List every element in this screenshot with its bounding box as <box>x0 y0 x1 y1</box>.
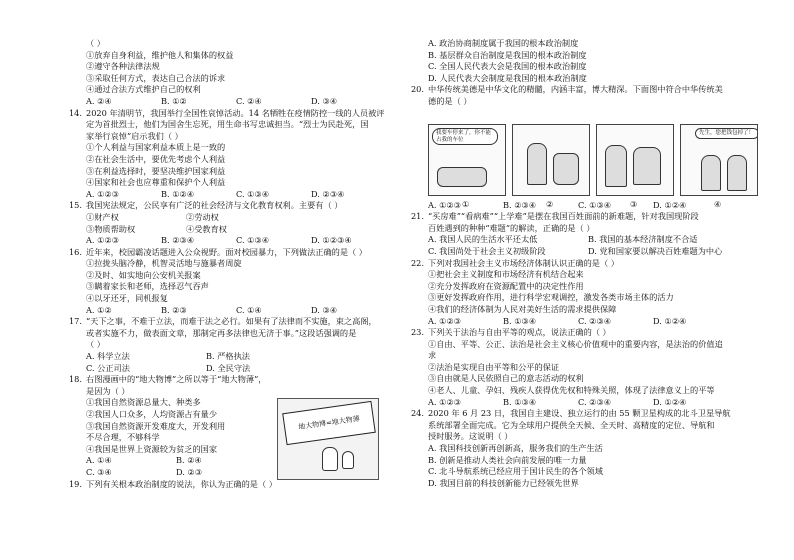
question-24-stem-line: 系统部署全面完成。它为全球用户提供全天候、全天时、高精度的定位、导航和 <box>428 419 715 430</box>
person-illustration <box>727 155 747 191</box>
option[interactable]: A. ①② <box>86 304 112 315</box>
question-17-stem-line: （ ） <box>86 339 105 350</box>
question-22-options <box>402 316 752 328</box>
option[interactable]: C. ③④ <box>86 466 112 477</box>
comic-panel-4 <box>680 124 758 196</box>
option[interactable]: B. 我国的基本经济制度不合适 <box>588 234 698 245</box>
question-20-stem: 20. 中华传统美德是中华文化的精髓，内涵丰富，博大精深。下面图中符合中华传统美 <box>402 84 752 96</box>
option[interactable]: A. 我国人民的生活水平还太低 <box>428 234 538 245</box>
question-number: 15. <box>68 200 82 211</box>
comic-panel-3 <box>596 124 674 196</box>
option[interactable]: D. 我国目前的科技创新能力已经领先世界 <box>428 477 579 488</box>
question-22-item: ②充分发挥政府在资源配置中的决定性作用 <box>428 280 584 291</box>
question-14-stem-line: 定为首批烈士，他们为国舍生忘死，用生命书写忠诚担当。“烈士为民赴死，国 <box>86 119 369 130</box>
question-24-stem-line: 授时服务。这说明（ ） <box>428 431 513 442</box>
question-15-item: ③物质帮助权 <box>86 223 136 234</box>
right-column <box>402 38 752 489</box>
option[interactable]: B. 创新是推动人类社会向前发展的唯一力量 <box>428 454 587 465</box>
question-18-item: ②我国人口众多，人均资源占有量少 <box>86 409 218 419</box>
panel-label: ④ <box>714 200 722 209</box>
question-18-item: 不尽合理，不够科学 <box>86 432 160 443</box>
option[interactable]: D. ①②③④ <box>311 235 352 246</box>
question-23-item: ②法治是实现自由平等和公平的保证 <box>428 361 560 372</box>
question-number: 14. <box>68 107 82 118</box>
question-23-item: ①自由、平等、公正、法治是社会主义核心价值观中的重要内容，是法治的价值追 <box>428 338 723 349</box>
question-17-stem: 17. “天下之事，不难于立法，而难于法之必行。如果有了法律而不实施，束之高阁， <box>60 316 390 328</box>
question-15-items <box>60 212 390 224</box>
prev-question-options <box>60 96 390 108</box>
option[interactable]: D. ③④ <box>311 95 338 106</box>
question-20-stem-line: 德的是（ ） <box>428 95 472 106</box>
question-17-options <box>60 363 390 375</box>
option[interactable]: D. ②③ <box>176 466 203 477</box>
question-18-item: ④我国是世界上资源较为贫乏的国家 <box>86 443 218 454</box>
option[interactable]: A. ①④ <box>86 455 112 466</box>
option[interactable]: D. ③④ <box>311 304 338 315</box>
question-20-comic-strip <box>428 124 758 200</box>
question-18-item: ①我国自然资源总量大、种类多 <box>86 397 201 408</box>
prev-question-item: ①放弃自身利益，维护他人和集体的权益 <box>86 49 234 60</box>
panel-label: ① <box>462 200 470 209</box>
option[interactable]: C. 公正司法 <box>86 362 130 373</box>
question-15-item: ①财产权 <box>86 211 119 222</box>
question-21-stem-line: 百姓遇到的种种“难题”的解读，正确的是（ ） <box>428 222 595 233</box>
question-18-item: ③我国自然资源开发难度大，开发利用 <box>86 420 226 431</box>
option[interactable]: D. ①②④ <box>653 315 687 326</box>
comic-panel-1 <box>428 124 506 196</box>
option[interactable]: A. 我国科技创新再创新高，服务我们的生产生活 <box>428 443 603 454</box>
question-number: 16. <box>68 246 82 257</box>
question-number: 20. <box>410 84 424 95</box>
question-16-item: ②及时、如实地向公安机关报案 <box>86 269 201 280</box>
question-14-item: ①个人利益与国家利益本质上是一致的 <box>86 142 226 153</box>
question-21-stem: 21. “买房难”“看病难”“上学难”是摆在我国百姓面前的新难题，针对我国现阶段 <box>402 211 752 223</box>
option[interactable]: B. ②③ <box>161 304 187 315</box>
option[interactable]: C. ①③④ <box>236 188 270 199</box>
question-18-stem-line: 是因为（ ） <box>86 385 130 396</box>
question-14-item: ②在社会生活中，要优先考虑个人利益 <box>86 153 226 164</box>
question-23-item: ④老人、儿童、孕妇、残疾人获得优先权和特殊关照，体现了法律意义上的平等 <box>428 385 715 396</box>
option[interactable]: D. ②③④ <box>311 188 345 199</box>
question-23-stem: 23. 下列关于法治与自由平等的观点，说法正确的（ ） <box>402 327 752 339</box>
option[interactable]: B. ①③④ <box>503 315 537 326</box>
question-number: 21. <box>410 211 424 222</box>
option[interactable]: D. ①②④ <box>653 396 687 407</box>
option[interactable]: B. ①③④ <box>503 396 537 407</box>
question-14-stem-line: 家举行哀悼”启示我们（ ） <box>86 130 183 141</box>
option[interactable]: B. ①②④ <box>161 188 195 199</box>
question-14-stem: 14. 2020 年清明节，我国举行全国性哀悼活动。14 名牺牲在疫情防控一线的人员被评 <box>60 108 390 120</box>
option[interactable]: B. ②④ <box>176 455 202 466</box>
question-16-options <box>60 305 390 317</box>
option[interactable]: D. ①②④ <box>653 199 687 210</box>
option[interactable]: A. ①②③ <box>86 188 120 199</box>
question-17-stem-line: 或者实施不力，做表面文章，那制定再多法律也无济于事。”这段话强调的是 <box>86 327 357 338</box>
option[interactable]: C. ②④ <box>236 95 262 106</box>
prev-question-tail: （ ） <box>86 38 105 48</box>
question-number: 22. <box>410 257 424 268</box>
option[interactable]: A. ①②③ <box>428 199 462 210</box>
cartoon-figure <box>342 451 354 469</box>
panel-label: ② <box>546 200 554 209</box>
question-number: 18. <box>68 374 82 385</box>
option[interactable]: B. ②③④ <box>503 199 537 210</box>
question-16-item: ③瞒着家长和老师，选择忍气吞声 <box>86 281 209 292</box>
prev-question-item: ②遵守各种法律法规 <box>86 61 160 72</box>
option[interactable]: C. ①③④ <box>578 199 612 210</box>
option[interactable]: C. 全国人民代表大会是我国的根本政治制度 <box>428 61 587 72</box>
question-14-item: ④国家和社会也应尊重和保护个人利益 <box>86 177 226 188</box>
option[interactable]: B. 基层群众自治制度是我国的根本政治制度 <box>428 49 587 60</box>
option[interactable]: A. 政治协商制度属于我国的根本政治制度 <box>428 38 579 48</box>
comic-panel-2 <box>512 124 590 196</box>
question-22-item: ④我们的经济体制为人民对美好生活的需求提供保障 <box>428 303 617 314</box>
speech-bubble: 我要车停来了，你不能占我的车位 <box>432 128 498 145</box>
cartoon-illustration <box>277 398 379 480</box>
question-number: 23. <box>410 327 424 338</box>
question-14-options <box>60 189 390 201</box>
option[interactable]: C. 北斗导航系统已经应用于国计民生的各个领域 <box>428 466 603 477</box>
car-illustration <box>437 167 487 187</box>
speech-bubble: 先生，您把钱包掉了！ <box>695 128 758 139</box>
question-17-options <box>60 351 390 363</box>
option[interactable]: A. ②④ <box>86 95 112 106</box>
question-19-stem: 19. 下列有关根本政治制度的说法，你认为正确的是（ ） <box>60 479 390 491</box>
question-number: 17. <box>68 316 82 327</box>
option[interactable]: C. 我国尚处于社会主义初级阶段 <box>428 245 546 256</box>
option[interactable]: B. ①② <box>161 95 187 106</box>
question-21-options <box>402 234 752 246</box>
person-illustration <box>605 145 627 187</box>
question-number: 19. <box>68 478 82 489</box>
panel-label: ③ <box>630 200 638 209</box>
option[interactable]: D. 全民守法 <box>206 362 251 373</box>
option[interactable]: A. ①②③ <box>428 396 462 407</box>
question-23-options <box>402 397 752 409</box>
cartoon-sign: 地大物博=地大物薄 <box>282 401 376 445</box>
prev-question-item: ④通过合法方式维护自己的权利 <box>86 84 201 95</box>
question-15-items <box>60 224 390 236</box>
option[interactable]: B. 严格执法 <box>206 351 250 362</box>
comic-panel-labels <box>428 200 758 210</box>
question-14-item: ③在利益选择时，要坚决维护国家利益 <box>86 165 226 176</box>
person-illustration <box>527 143 547 185</box>
cartoon-figure <box>322 447 338 471</box>
option[interactable]: B. ②③④ <box>161 235 195 246</box>
option[interactable]: D. 党和国家要以解决百姓难题为中心 <box>588 245 723 256</box>
question-21-options <box>402 246 752 258</box>
option[interactable]: A. ①②③ <box>428 315 462 326</box>
prev-question-item: ③采取任何方式，表达自己合法的诉求 <box>86 72 226 83</box>
question-22-stem: 22. 下列对我国社会主义市场经济体制认识正确的是（ ） <box>402 258 752 270</box>
option[interactable]: C. ②③④ <box>578 315 612 326</box>
option[interactable]: D. 人民代表大会制度是我国的根本政治制度 <box>428 72 587 83</box>
option[interactable]: A. ①②③ <box>86 235 120 246</box>
question-23-item: 求 <box>428 350 437 361</box>
option[interactable]: C. ①④ <box>236 304 262 315</box>
question-16-item: ①拉拢头脑冷静，机智灵活地与施暴者周旋 <box>86 258 242 269</box>
question-15-stem: 15. 我国宪法规定，公民享有广泛的社会经济与文化教育权利。主要有（ ） <box>60 200 390 212</box>
person-illustration <box>633 147 661 185</box>
question-16-item: ④以牙还牙，同机报复 <box>86 293 168 304</box>
question-22-item: ③更好发挥政府作用，进行科学宏观调控，激发各类市场主体的活力 <box>428 292 674 303</box>
person-illustration <box>701 155 721 191</box>
option[interactable]: C. ②③④ <box>578 396 612 407</box>
person-illustration <box>553 153 579 185</box>
question-15-item: ④受教育权 <box>186 223 227 234</box>
question-number: 24. <box>410 408 424 419</box>
question-24-stem: 24. 2020 年 6 月 23 日，我国自主建设、独立运行的由 55 颗卫星构成的北斗卫星导航 <box>402 408 752 420</box>
question-18-stem: 18. 右图漫画中的“地大物博”之所以等于“地大物薄”， <box>60 374 390 386</box>
option[interactable]: C. ①③④ <box>236 235 270 246</box>
question-23-item: ③自由就是人民依照自己的意志活动的权利 <box>428 373 584 384</box>
question-16-stem: 16. 近年来，校园霸凌话题进入公众视野。面对校园暴力，下列做法正确的是（ ） <box>60 247 390 259</box>
question-15-options <box>60 235 390 247</box>
option[interactable]: A. 科学立法 <box>86 351 130 362</box>
question-15-item: ②劳动权 <box>186 211 219 222</box>
question-22-item: ①把社会主义制度和市场经济有机结合起来 <box>428 269 584 280</box>
